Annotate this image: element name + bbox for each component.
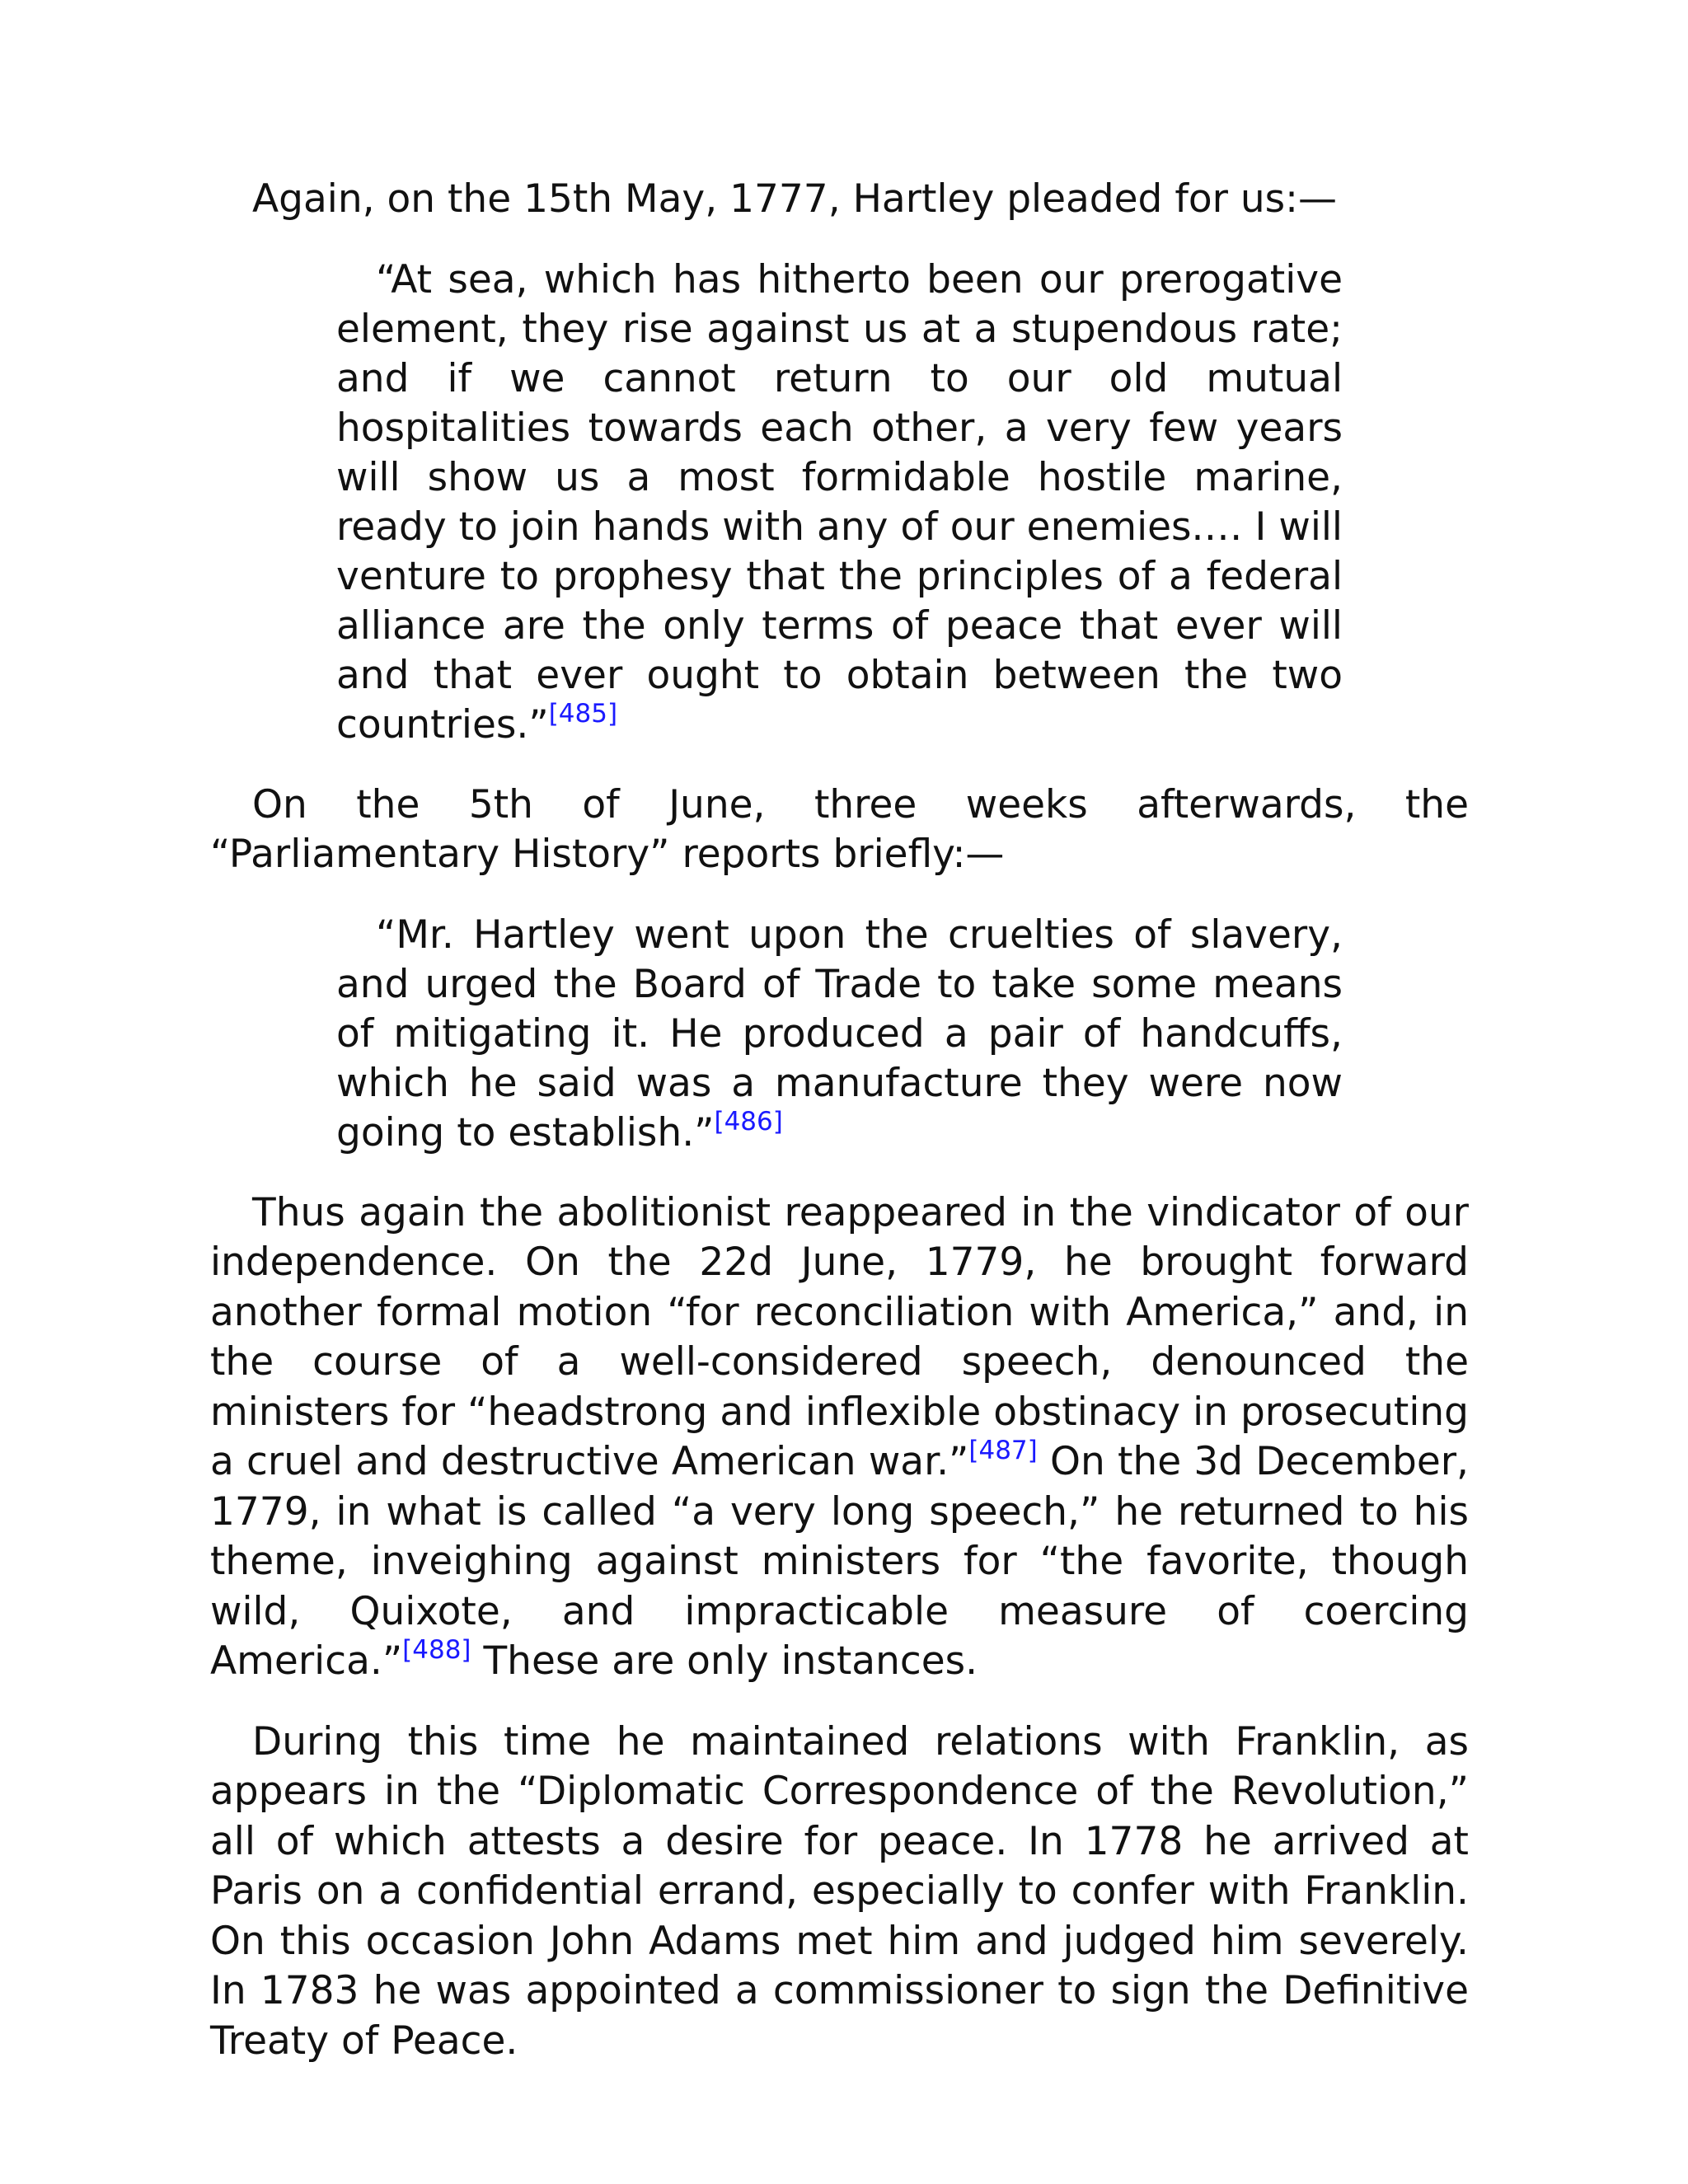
paragraph-text-part3: These are only instances. [471,1638,978,1684]
page-body [210,175,1469,2097]
footnote-link-488[interactable]: [488] [402,1635,471,1665]
paragraph-text: On the 5th of June, three weeks afterwards, the “Parliamentary History” reports briefly:— [210,781,1469,877]
paragraph-text: During this time he maintained relations with Franklin, as appears in the “Diplomatic Correspondence of the Revolution,” all of which attests a desire for peace. In 1778 he arrived at Paris on a confidential errand, especially to confer with Franklin. On this occasion John Adams met him and judged him severely. In 1783 he was appointed a commissioner to sign the Definitive Treaty of Peace. [210,1718,1469,2064]
blockquote-slavery-handcuffs [210,911,1469,1158]
paragraph-text: Again, on the 15th May, 1777, Hartley pleaded for us:— [252,176,1337,222]
blockquote-federal-alliance [210,255,1469,750]
footnote-link-487[interactable]: [487] [968,1436,1038,1465]
footnote-link-486[interactable]: [486] [714,1106,783,1137]
paragraph-hartley-intro [210,175,1469,225]
footnote-link-485[interactable]: [485] [548,698,618,729]
quote-text: “Mr. Hartley went upon the cruelties of slavery, and urged the Board of Trade to take some means of mitigating it. He produced a pair of handcuffs, which he said was a manufacture they were now going to establish.” [336,912,1343,1155]
paragraph-abolitionist [210,1188,1469,1687]
paragraph-text-part2: On the 3d December, 1779, in what is called “a very long speech,” he returned to his theme, inveighing against ministers for “the favorite, though wild, Quixote, and impracticable measure of coercing America.” [210,1439,1469,1684]
quote-text: “At sea, which has hitherto been our prerogative element, they rise against us at a stupendous rate; and if we cannot return to our old mutual hospitalities towards each other, a very few years will show us a most formidable hostile marine, ready to join hands with any of our enemies.… I will venture to prophesy that the principles of a federal alliance are the only terms of peace that ever will and that ever ought to obtain between the two countries.” [336,256,1343,748]
paragraph-franklin-relations [210,1718,1469,2067]
paragraph-text-part1: Thus again the abolitionist reappeared in the vindicator of our independence. On the 22d June, 1779, he brought forward another formal motion “for reconciliation with America,” and, in the course of a well-considered speech, denounced the ministers for “headstrong and inflexible obstinacy in prosecuting a cruel and destructive American war.” [210,1189,1469,1484]
paragraph-parliamentary-history [210,780,1469,880]
